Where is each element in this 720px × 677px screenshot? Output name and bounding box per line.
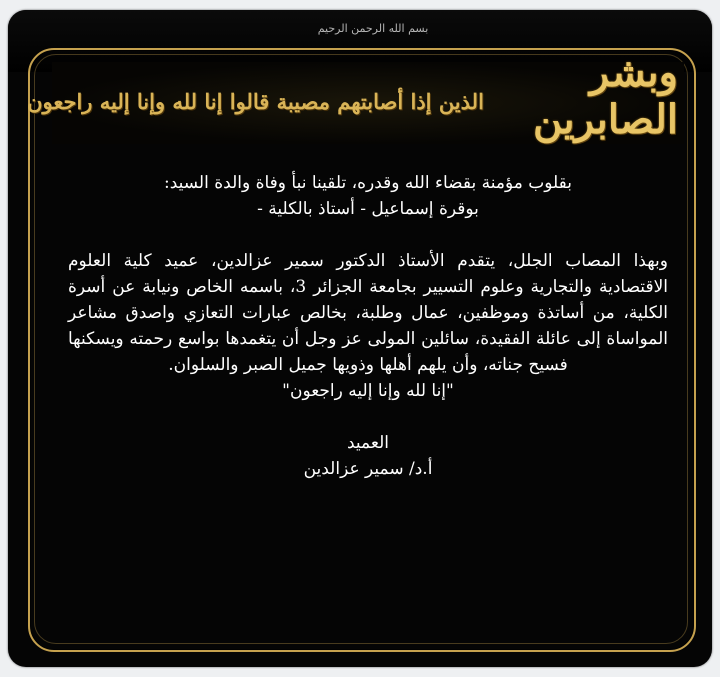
intro-line-2: بوقرة إسماعيل - أستاذ بالكلية - xyxy=(257,199,479,219)
intro-line-1: بقلوب مؤمنة بقضاء الله وقدره، تلقينا نبأ وفاة والدة السيد: xyxy=(163,173,573,193)
bismillah-text: بسم الله الرحمن الرحيم xyxy=(317,22,429,35)
verse-calligraphy-main: وبشر الصابرين xyxy=(533,49,678,143)
signature-title: العميد xyxy=(347,433,389,453)
condolence-paragraph: وبهذا المصاب الجلل، يتقدم الأستاذ الدكتور سمير عزالدين، عميد كلية العلوم الاقتصادية والتجارية وعلوم التسيير بجامعة الجزائر 3، باسمه الخاص ونيابة عن أسرة الكلية، من أساتذة وموظفين، عمال وطلبة، بخالص عبارات التعازي واصدق مشاعر المواساة إلى عائلة الفقيدة، سائلين المولى عز وجل أن يتغمدها بواسع رحمته ويسكنها فسيح جناته، وأن يلهم أهلها وذويها جميل الصبر والسلوان. xyxy=(68,251,668,375)
quran-quote: "إنا لله وإنا إليه راجعون" xyxy=(282,381,454,401)
signature-name: أ.د/ سمير عزالدين xyxy=(303,459,433,479)
condolence-card xyxy=(8,10,712,667)
signature-block xyxy=(68,430,668,482)
verse-calligraphy-rest: الذين إذا أصابتهم مصيبة قالوا إنا لله وإنا إليه راجعون xyxy=(27,88,484,114)
paragraph-gap xyxy=(68,222,668,248)
announcement-body xyxy=(68,170,668,482)
